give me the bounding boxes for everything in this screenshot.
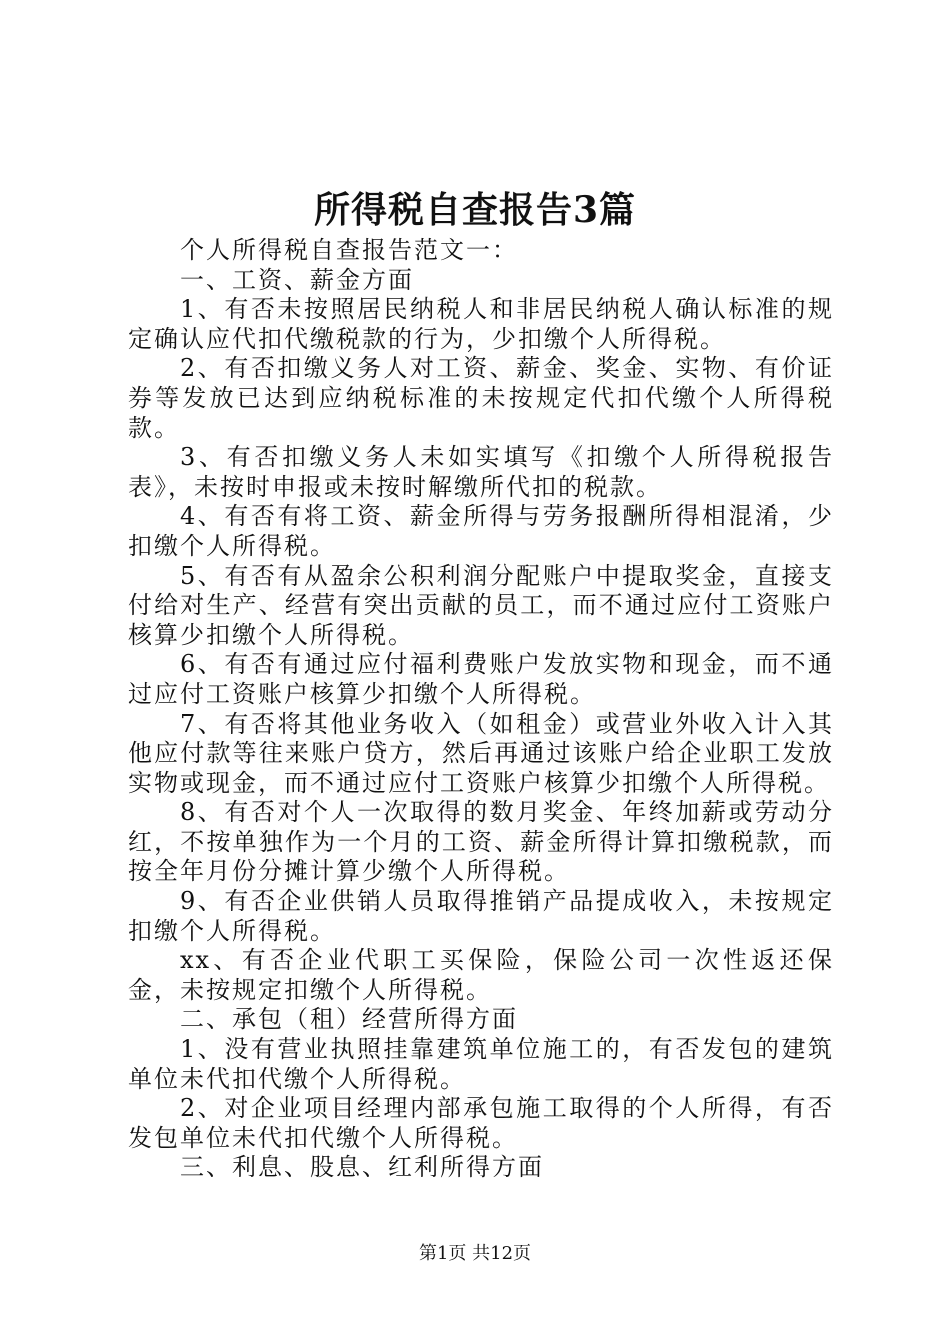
document-title: 所得税自查报告3篇 (313, 189, 637, 231)
section-heading-wages: 一、工资、薪金方面 (180, 265, 414, 294)
page-footer: 第1页 共12页 (418, 1243, 532, 1264)
paragraph-item: 5、有否有从盈余公积利润分配账户中提取奖金，直接支付给对生产、经营有突出贡献的员工，而不通过应付工资账户核算少扣缴个人所得税。 (128, 561, 834, 649)
paragraph-item: 1、没有营业执照挂靠建筑单位施工的，有否发包的建筑单位未代扣代缴个人所得税。 (128, 1035, 834, 1093)
paragraph-intro: 个人所得税自查报告范文一： (180, 236, 518, 264)
paragraph-item: 1、有否未按照居民纳税人和非居民纳税人确认标准的规定确认应代扣代缴税款的行为，少扣缴个人所得税。 (128, 295, 834, 353)
paragraph-item: xx、有否企业代职工买保险，保险公司一次性返还保金，未按规定扣缴个人所得税。 (128, 946, 834, 1004)
document-body (128, 236, 834, 1183)
paragraph-item: 2、有否扣缴义务人对工资、薪金、奖金、实物、有价证券等发放已达到应纳税标准的未按规定代扣代缴个人所得税款。 (128, 354, 834, 442)
paragraph-item: 6、有否有通过应付福利费账户发放实物和现金，而不通过应付工资账户核算少扣缴个人所得税。 (128, 650, 834, 708)
section-heading-contract: 二、承包（租）经营所得方面 (180, 1005, 518, 1034)
paragraph-item: 2、对企业项目经理内部承包施工取得的个人所得，有否发包单位未代扣代缴个人所得税。 (128, 1094, 834, 1152)
paragraph-item: 9、有否企业供销人员取得推销产品提成收入，未按规定扣缴个人所得税。 (128, 887, 834, 945)
section-heading-interest: 三、利息、股息、红利所得方面 (180, 1153, 544, 1182)
paragraph-item: 3、有否扣缴义务人未如实填写《扣缴个人所得税报告表》，未按时申报或未按时解缴所代扣的税款。 (128, 443, 834, 501)
paragraph-item: 7、有否将其他业务收入（如租金）或营业外收入计入其他应付款等往来账户贷方，然后再通过该账户给企业职工发放实物或现金，而不通过应付工资账户核算少扣缴个人所得税。 (128, 709, 834, 797)
paragraph-item: 8、有否对个人一次取得的数月奖金、年终加薪或劳动分红，不按单独作为一个月的工资、薪金所得计算扣缴税款，而按全年月份分摊计算少缴个人所得税。 (128, 798, 834, 886)
paragraph-item: 4、有否有将工资、薪金所得与劳务报酬所得相混淆，少扣缴个人所得税。 (128, 502, 834, 560)
